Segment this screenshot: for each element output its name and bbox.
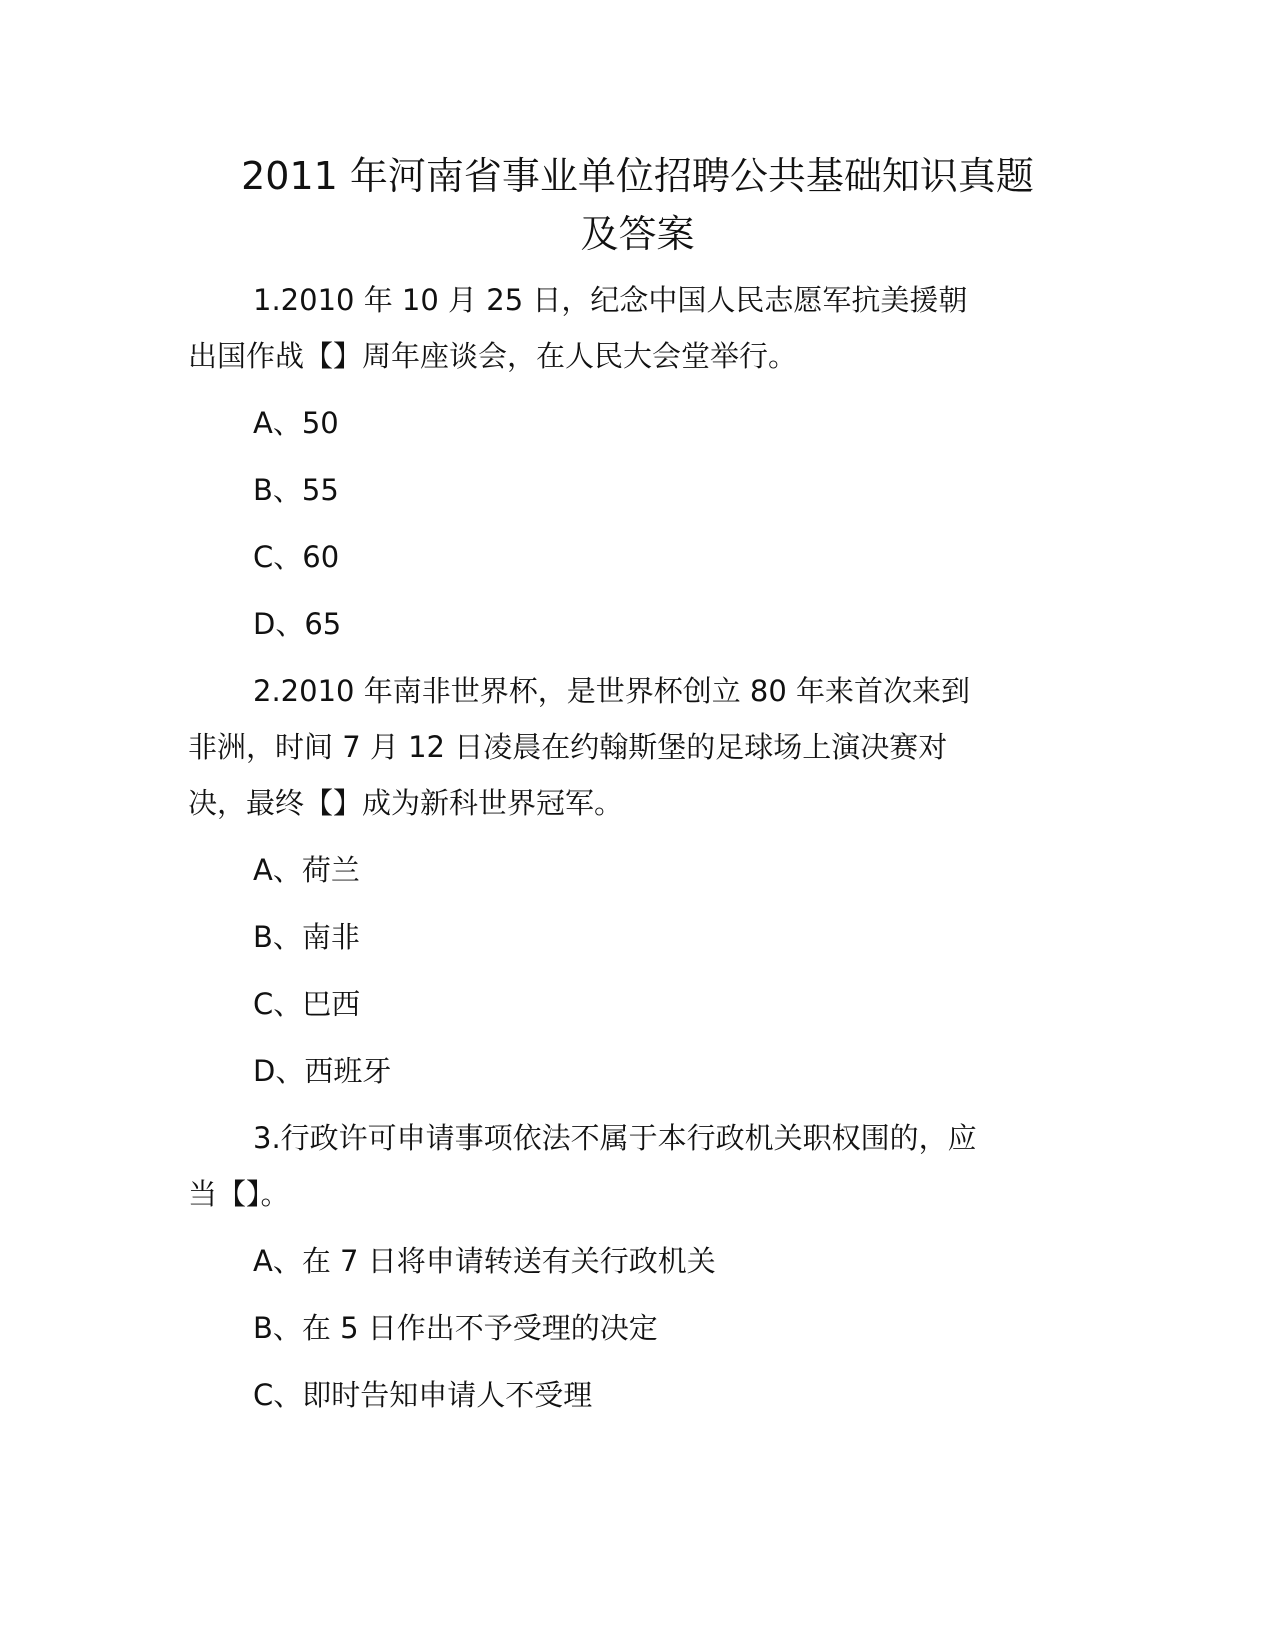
question-2-line-1: 2.2010 年南非世界杯，是世界杯创立 80 年来首次来到 — [253, 674, 971, 708]
question-1-option-d: D、65 — [253, 607, 342, 641]
question-2-line-2: 非洲，时间 7 月 12 日凌晨在约翰斯堡的足球场上演决赛对 — [188, 730, 948, 764]
question-3-option-c: C、即时告知申请人不受理 — [253, 1378, 593, 1412]
question-3-option-a: A、在 7 日将申请转送有关行政机关 — [253, 1244, 716, 1278]
document-title-line-1: 2011 年河南省事业单位招聘公共基础知识真题 — [241, 154, 1034, 198]
question-1-line-2: 出国作战【】周年座谈会，在人民大会堂举行。 — [188, 339, 798, 373]
question-2-line-3: 决，最终【】成为新科世界冠军。 — [188, 786, 624, 820]
question-1-option-c: C、60 — [253, 540, 340, 574]
question-2-option-b: B、南非 — [253, 920, 360, 954]
document-title-line-2: 及答案 — [580, 212, 695, 256]
question-2-option-d: D、西班牙 — [253, 1054, 392, 1088]
question-3-line-1: 3.行政许可申请事项依法不属于本行政机关职权围的，应 — [253, 1121, 977, 1155]
question-3-line-2: 当【】。 — [188, 1177, 290, 1211]
question-1-option-b: B、55 — [253, 473, 339, 507]
question-2-option-c: C、巴西 — [253, 987, 361, 1021]
question-2-option-a: A、荷兰 — [253, 853, 360, 887]
question-1-option-a: A、50 — [253, 406, 339, 440]
question-3-option-b: B、在 5 日作出不予受理的决定 — [253, 1311, 658, 1345]
question-1-line-1: 1.2010 年 10 月 25 日，纪念中国人民志愿军抗美援朝 — [253, 283, 968, 317]
